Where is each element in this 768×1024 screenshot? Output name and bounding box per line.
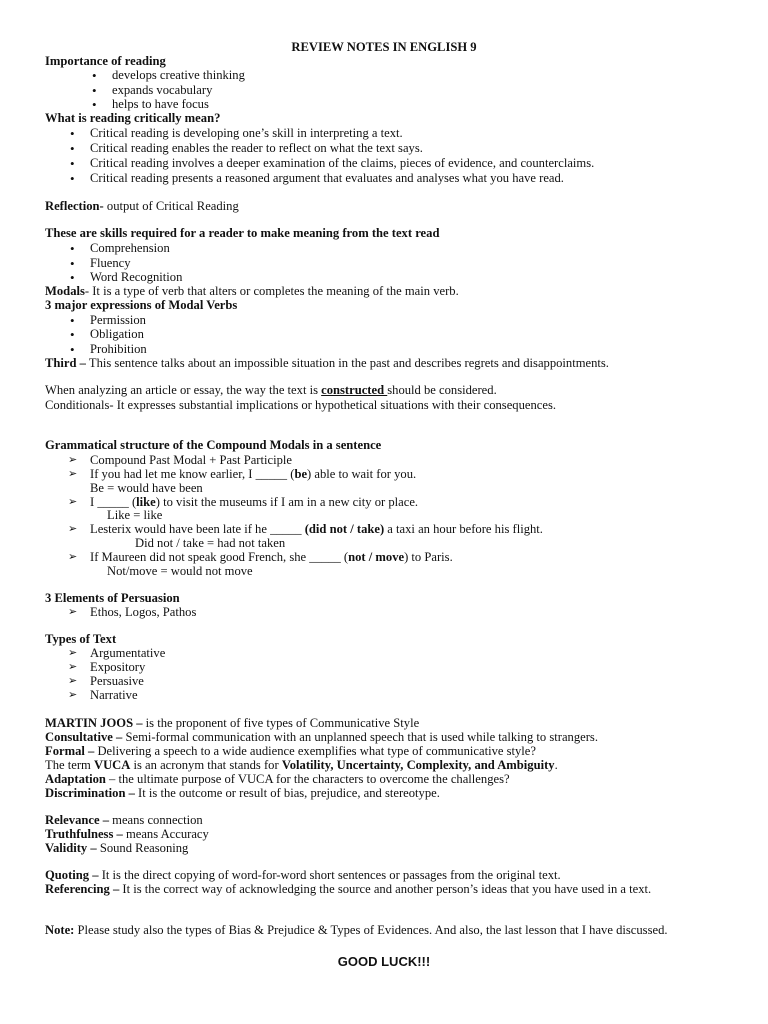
text: is an acronym that stands for: [130, 758, 282, 772]
list-item: Permission: [90, 313, 146, 327]
verb: like: [136, 495, 156, 509]
list-item: Ethos, Logos, Pathos: [90, 605, 197, 619]
arrow-bullet-icon: ➢: [68, 646, 78, 659]
arrow-bullet-icon: ➢: [68, 550, 78, 563]
bullet-icon: •: [70, 342, 75, 357]
exercise-item: [90, 495, 418, 509]
bullet-icon: •: [70, 141, 75, 156]
term: Adaptation: [45, 772, 106, 786]
note-line: [45, 923, 668, 937]
arrow-bullet-icon: ➢: [68, 467, 78, 480]
meaning-line: [45, 827, 209, 841]
list-item: Comprehension: [90, 241, 170, 255]
definition: Delivering a speech to a wide audience exemplifies what type of communicative style?: [94, 744, 536, 758]
definition: – the ultimate purpose of VUCA for the characters to overcome the challenges?: [105, 772, 510, 786]
term: Referencing –: [45, 882, 120, 896]
text: .: [554, 758, 558, 772]
definition-line: [45, 744, 536, 758]
text: Lesterix would have been late if he _____: [90, 522, 305, 536]
term: Modals: [45, 284, 85, 298]
importance-heading: Importance of reading: [45, 54, 166, 68]
closing-text: GOOD LUCK!!!: [337, 954, 431, 969]
term: Discrimination –: [45, 786, 135, 800]
text: ) to Paris.: [404, 550, 453, 564]
arrow-bullet-icon: ➢: [68, 453, 78, 466]
bullet-icon: •: [70, 270, 75, 285]
definition: This sentence talks about an impossible situation in the past and describes regrets and disappointments.: [85, 356, 609, 370]
verb: not / move: [348, 550, 405, 564]
definition: means Accuracy: [122, 827, 209, 841]
term: VUCA: [93, 758, 131, 772]
analyzing-line: [45, 383, 497, 397]
vuca-line: [45, 758, 558, 772]
bullet-icon: •: [92, 97, 97, 112]
term: Note:: [45, 923, 75, 937]
list-item: expands vocabulary: [112, 83, 213, 97]
term: Consultative –: [45, 730, 123, 744]
definition-line: [45, 786, 440, 800]
arrow-bullet-icon: ➢: [68, 660, 78, 673]
definition-line: [45, 772, 510, 786]
list-item: helps to have focus: [112, 97, 209, 111]
conditionals-line: Conditionals- It expresses substantial implications or hypothetical situations with their consequences.: [45, 398, 556, 412]
term: Third –: [45, 356, 86, 370]
arrow-bullet-icon: ➢: [68, 688, 78, 701]
text: I _____ (: [90, 495, 137, 509]
text: ) able to wait for you.: [307, 467, 417, 481]
list-item: Critical reading involves a deeper examination of the claims, pieces of evidence, and counterclaims.: [90, 156, 595, 170]
bullet-icon: •: [70, 171, 75, 186]
term: Truthfulness –: [45, 827, 123, 841]
exercise-answer: Did not / take = had not taken: [135, 536, 286, 550]
reflection-line: [45, 199, 239, 213]
arrow-bullet-icon: ➢: [68, 674, 78, 687]
list-item: Argumentative: [90, 646, 166, 660]
modals-line: [45, 284, 459, 298]
exercise-answer: Not/move = would not move: [107, 564, 253, 578]
list-item: Word Recognition: [90, 270, 183, 284]
definition: output of Critical Reading: [103, 199, 239, 213]
term: Validity –: [45, 841, 97, 855]
compound-heading: Grammatical structure of the Compound Modals in a sentence: [45, 438, 382, 452]
bullet-icon: •: [70, 241, 75, 256]
meaning-line: [45, 813, 203, 827]
third-line: [45, 356, 609, 370]
list-item: Narrative: [90, 688, 138, 702]
exercise-answer: Be = would have been: [90, 481, 203, 495]
verb: (did not / take): [304, 522, 385, 536]
list-item: develops creative thinking: [112, 68, 245, 82]
meaning-line: [45, 841, 188, 855]
bullet-icon: •: [70, 126, 75, 141]
definition: is the proponent of five types of Communicative Style: [142, 716, 420, 730]
definition: - It is a type of verb that alters or completes the meaning of the main verb.: [84, 284, 459, 298]
text: ) to visit the museums if I am in a new city or place.: [155, 495, 419, 509]
bullet-icon: •: [92, 83, 97, 98]
definition-line: [45, 730, 598, 744]
text: When analyzing an article or essay, the way the text is: [45, 383, 322, 397]
definition: means connection: [109, 813, 203, 827]
page-title: REVIEW NOTES IN ENGLISH 9: [291, 40, 477, 54]
arrow-bullet-icon: ➢: [68, 605, 78, 618]
definition-line: [45, 716, 419, 730]
definition: Please study also the types of Bias & Prejudice & Types of Evidences. And also, the last lesson that I have discussed.: [74, 923, 668, 937]
term: Quoting –: [45, 868, 99, 882]
list-item: Critical reading presents a reasoned argument that evaluates and analyses what you have read.: [90, 171, 564, 185]
arrow-bullet-icon: ➢: [68, 522, 78, 535]
list-item: Prohibition: [90, 342, 147, 356]
text: The term: [45, 758, 94, 772]
list-item: Fluency: [90, 256, 131, 270]
bullet-icon: •: [70, 256, 75, 271]
term: Reflection-: [45, 199, 104, 213]
term: Formal –: [45, 744, 95, 758]
list-item: Persuasive: [90, 674, 144, 688]
definition: It is the correct way of acknowledging the source and another person’s ideas that you have used in a text.: [119, 882, 652, 896]
text: If you had let me know earlier, I _____ (: [90, 467, 295, 481]
term: MARTIN JOOS –: [45, 716, 143, 730]
skills-heading: These are skills required for a reader to make meaning from the text read: [45, 226, 440, 240]
modal-expr-heading: 3 major expressions of Modal Verbs: [45, 298, 238, 312]
list-item: Compound Past Modal + Past Participle: [90, 453, 292, 467]
term: Relevance –: [45, 813, 109, 827]
definition: Sound Reasoning: [96, 841, 189, 855]
definition: It is the outcome or result of bias, prejudice, and stereotype.: [134, 786, 440, 800]
persuasion-heading: 3 Elements of Persuasion: [45, 591, 180, 605]
emphasis: constructed: [321, 383, 388, 397]
definition: It is the direct copying of word-for-word short sentences or passages from the original text.: [98, 868, 561, 882]
critical-heading: What is reading critically mean?: [45, 111, 221, 125]
list-item: Expository: [90, 660, 146, 674]
bullet-icon: •: [92, 68, 97, 83]
list-item: Critical reading is developing one’s skill in interpreting a text.: [90, 126, 403, 140]
definition: Semi-formal communication with an unplanned speech that is used while talking to strangers.: [122, 730, 598, 744]
bullet-icon: •: [70, 327, 75, 342]
verb: be: [294, 467, 308, 481]
list-item: Obligation: [90, 327, 144, 341]
text: If Maureen did not speak good French, she _____ (: [90, 550, 349, 564]
list-item: Critical reading enables the reader to reflect on what the text says.: [90, 141, 423, 155]
text: a taxi an hour before his flight.: [384, 522, 543, 536]
vuca-expansion: Volatility, Uncertainty, Complexity, and Ambiguity: [281, 758, 555, 772]
arrow-bullet-icon: ➢: [68, 495, 78, 508]
exercise-answer: Like = like: [107, 508, 163, 522]
bullet-icon: •: [70, 156, 75, 171]
exercise-item: [90, 467, 416, 481]
exercise-item: [90, 522, 543, 536]
citing-line: [45, 882, 651, 896]
types-heading: Types of Text: [45, 632, 117, 646]
citing-line: [45, 868, 561, 882]
exercise-item: [90, 550, 453, 564]
bullet-icon: •: [70, 313, 75, 328]
text: should be considered.: [387, 383, 497, 397]
